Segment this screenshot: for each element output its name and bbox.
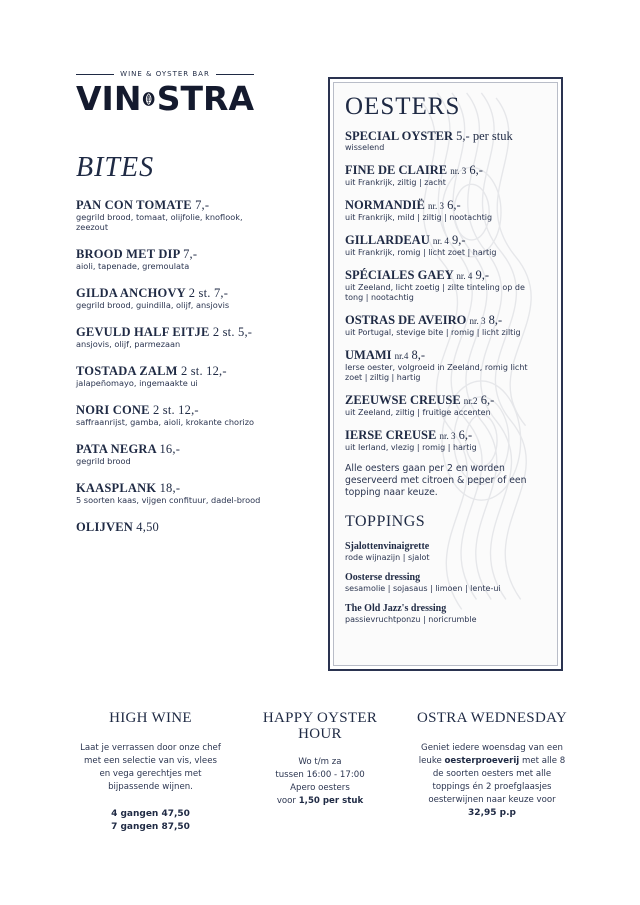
bite-name: BROOD MET DIP — [76, 247, 180, 261]
bite-name: OLIJVEN — [76, 520, 133, 534]
oyster-item — [345, 129, 545, 153]
oyster-desc: uit Zeeland, licht zoetig | zilte tinteling op de tong | nootachtig — [345, 283, 525, 302]
oyster-name: IERSE CREUSE — [345, 428, 437, 442]
happy-hour-body — [255, 756, 385, 808]
wednesday-body-bold: oesterproeverij — [444, 756, 520, 766]
oyster-name: UMAMI — [345, 348, 392, 362]
oyster-price: 6,- — [469, 163, 483, 177]
oyster-price: 9,- — [475, 268, 490, 282]
bite-name: GEVULD HALF EITJE — [76, 325, 210, 339]
oyster-desc: Ierse oester, volgroeid in Zeeland, romig licht zoet | ziltig | hartig — [345, 363, 528, 382]
oyster-name: SPÉCIALES GAEY — [345, 268, 454, 282]
bite-desc: gegrild brood, guindilla, olijf, ansjovis — [76, 300, 230, 310]
bite-name: KAASPLANK — [76, 481, 157, 495]
logo-tagline: WINE & OYSTER BAR — [120, 70, 210, 78]
wednesday-body-pre: Geniet iedere woensdag van een leuke — [418, 743, 563, 766]
oyster-icon — [142, 82, 155, 116]
happy-hour-section — [255, 710, 385, 808]
bite-price: 4,50 — [136, 520, 159, 534]
bite-item — [76, 520, 261, 534]
oesters-content — [345, 93, 545, 634]
topping-desc: rode wijnazijn | sjalot — [345, 553, 430, 562]
topping-item — [345, 603, 545, 625]
bite-name: PAN CON TOMATE — [76, 198, 192, 212]
logo-wordmark — [76, 80, 254, 118]
high-wine-prices — [78, 808, 223, 834]
oyster-size: nr. 3 — [469, 316, 486, 326]
oyster-desc: uit Ierland, vlezig | romig | hartig — [345, 443, 477, 452]
bite-desc: gegrild brood, tomaat, olijfolie, knoflook, zeezout — [76, 212, 243, 232]
topping-item — [345, 541, 545, 563]
bites-title: BITES — [76, 152, 155, 183]
bite-desc: ansjovis, olijf, parmezaan — [76, 339, 181, 349]
bite-price: 16,- — [159, 442, 181, 456]
oyster-desc: uit Frankrijk, romig | licht zoet | hartig — [345, 248, 497, 257]
oyster-price: 8,- — [411, 348, 426, 362]
wednesday-title: OSTRA WEDNESDAY — [417, 710, 567, 726]
oyster-desc: wisselend — [345, 143, 385, 152]
wednesday-price: 32,95 p.p — [468, 808, 516, 818]
bite-name: NORI CONE — [76, 403, 150, 417]
bite-price: 2 st. 12,- — [180, 364, 227, 378]
oyster-name: NORMANDIË — [345, 198, 425, 212]
oyster-name: OSTRAS DE AVEIRO — [345, 313, 467, 327]
oyster-price: 6,- — [480, 393, 495, 407]
oyster-desc: uit Frankrijk, ziltig | zacht — [345, 178, 446, 187]
oyster-price: 9,- — [452, 233, 466, 247]
high-wine-price-7: 7 gangen 87,50 — [111, 822, 190, 832]
toppings-title: TOPPINGS — [345, 513, 426, 530]
oyster-price: 6,- — [447, 198, 461, 212]
oyster-item — [345, 233, 545, 258]
bite-item — [76, 325, 261, 349]
wednesday-body-post: met alle 8 de soorten oesters met alle toppings én 2 proefglaasjes oesterwijnen naar keuze voor — [428, 756, 566, 805]
topping-desc: passievruchtponzu | noricrumble — [345, 615, 477, 624]
topping-name: Oosterse dressing — [345, 572, 421, 583]
bite-price: 18,- — [159, 481, 181, 495]
bite-price: 2 st. 12,- — [153, 403, 199, 417]
happy-hour-price: 1,50 per stuk — [298, 796, 364, 806]
oyster-item — [345, 163, 545, 188]
bite-item — [76, 247, 261, 271]
bite-price: 7,- — [183, 247, 198, 261]
bite-item — [76, 364, 261, 388]
happy-hour-title — [255, 710, 385, 742]
topping-desc: sesamolie | sojasaus | limoen | lente-ui — [345, 584, 501, 593]
happy-hour-days: Wo t/m za — [298, 757, 342, 767]
oyster-item — [345, 348, 545, 383]
oyster-size: nr.4 — [394, 351, 409, 361]
oyster-item — [345, 198, 545, 223]
happy-hour-price-line — [255, 795, 385, 808]
oyster-price: 5,- per stuk — [456, 129, 513, 143]
bites-list — [76, 198, 261, 549]
logo-word-left: VIN — [76, 79, 142, 118]
happy-hour-offer: Apero oesters — [290, 783, 350, 793]
topping-name: Sjalottenvinaigrette — [345, 541, 430, 552]
oesters-note: Alle oesters gaan per 2 en worden geserveerd met citroen & peper of een topping naar keuze. — [345, 463, 527, 498]
happy-hour-price-pre: voor — [276, 796, 299, 806]
oyster-item — [345, 393, 545, 418]
bite-item — [76, 286, 261, 310]
bite-item — [76, 442, 261, 466]
bite-name: TOSTADA ZALM — [76, 364, 178, 378]
oesters-panel — [328, 77, 563, 671]
wednesday-body — [417, 742, 567, 807]
logo-tagline-row — [76, 70, 254, 78]
bite-price: 7,- — [195, 198, 210, 212]
oyster-size: nr. 4 — [432, 236, 449, 246]
happy-hour-time: tussen 16:00 - 17:00 — [275, 770, 365, 780]
oyster-item — [345, 428, 545, 453]
bite-desc: saffraanrijst, gamba, aioli, krokante chorizo — [76, 417, 255, 427]
bite-desc: aioli, tapenade, gremoulata — [76, 261, 190, 271]
oyster-name: ZEEUWSE CREUSE — [345, 393, 461, 407]
bite-item — [76, 198, 261, 232]
oyster-size: nr.2 — [463, 396, 478, 406]
bite-price: 2 st. 7,- — [188, 286, 229, 300]
oyster-desc: uit Portugal, stevige bite | romig | licht ziltig — [345, 328, 521, 337]
oyster-size: nr. 4 — [456, 271, 473, 281]
topping-name: The Old Jazz's dressing — [345, 603, 447, 614]
oyster-price: 8,- — [488, 313, 503, 327]
bite-desc: 5 soorten kaas, vijgen confituur, dadel-brood — [76, 495, 261, 505]
happy-hour-title-line1: HAPPY OYSTER — [262, 710, 378, 726]
bite-name: GILDA ANCHOVY — [76, 286, 186, 300]
divider — [76, 74, 114, 75]
bite-name: PATA NEGRA — [76, 442, 157, 456]
high-wine-body: Laat je verrassen door onze chef met een selectie van vis, vlees en vega gerechtjes met bijpassende wijnen. — [80, 743, 221, 792]
oyster-desc: uit Frankrijk, mild | ziltig | nootachtig — [345, 213, 493, 222]
bite-item — [76, 403, 261, 427]
oyster-item — [345, 268, 545, 303]
oyster-name: GILLARDEAU — [345, 233, 430, 247]
oyster-size: nr. 3 — [427, 201, 444, 211]
high-wine-price-4: 4 gangen 47,50 — [111, 809, 190, 819]
high-wine-section — [78, 710, 223, 834]
wednesday-section — [417, 710, 567, 820]
oyster-item — [345, 313, 545, 338]
oyster-desc: uit Zeeland, ziltig | fruitige accenten — [345, 408, 491, 417]
logo-word-right: STRA — [156, 79, 254, 118]
bite-desc: jalapeñomayo, ingemaakte ui — [76, 378, 198, 388]
divider — [216, 74, 254, 75]
high-wine-title: HIGH WINE — [109, 710, 192, 726]
logo — [76, 70, 254, 118]
oyster-size: nr. 3 — [450, 166, 467, 176]
oyster-name: FINE DE CLAIRE — [345, 163, 448, 177]
oyster-name: SPECIAL OYSTER — [345, 129, 454, 143]
oesters-title: OESTERS — [345, 93, 461, 120]
bite-price: 2 st. 5,- — [212, 325, 253, 339]
topping-item — [345, 572, 545, 594]
bite-desc: gegrild brood — [76, 456, 131, 466]
oyster-price: 6,- — [458, 428, 473, 442]
oyster-size: nr. 3 — [439, 431, 456, 441]
happy-hour-title-line2: HOUR — [298, 726, 342, 742]
bite-item — [76, 481, 261, 505]
